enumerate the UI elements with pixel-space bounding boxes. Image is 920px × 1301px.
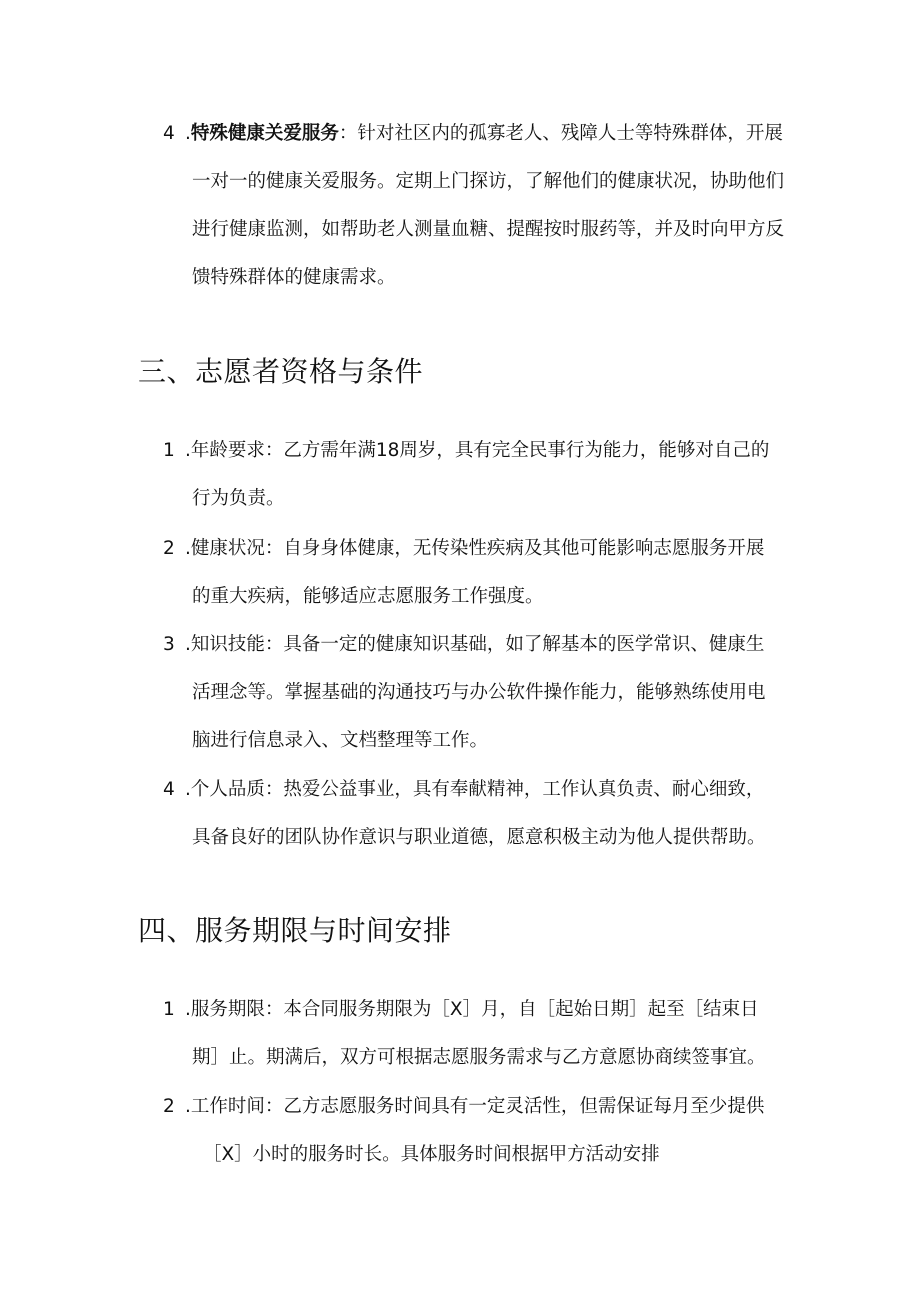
- list-item-line: 一对一的健康关爱服务。定期上门探访，了解他们的健康状况，协助他们: [192, 171, 785, 192]
- list-item-line: 馈特殊群体的健康需求。: [192, 267, 396, 288]
- list-item-text: 健康状况：自身身体健康，无传染性疾病及其他可能影响志愿服务开展: [190, 538, 765, 559]
- list-item-text: 个人品质：热爱公益事业，具有奉献精神，工作认真负责、耐心细致，: [190, 779, 765, 800]
- list-item-line: [163, 986, 783, 1034]
- list-item-dot: .: [185, 1096, 191, 1117]
- list-item-dot: .: [185, 779, 191, 800]
- list-item-number: 4: [163, 123, 175, 144]
- list-item-dot: .: [185, 440, 191, 461]
- list-item-number: 3: [163, 634, 175, 655]
- list-item-text: 服务期限：本合同服务期限为［X］月，自［起始日期］起至［结束日: [190, 999, 759, 1020]
- list-item-health: [163, 525, 783, 621]
- list-item-line: ［X］小时的服务时长。具体服务时间根据甲方活动安排: [203, 1144, 660, 1165]
- list-item-service-period: [163, 986, 783, 1082]
- list-item-line: 脑进行信息录入、文档整理等工作。: [192, 730, 489, 751]
- list-item-line: 期］止。期满后，双方可根据志愿服务需求与乙方意愿协商续签事宜。: [192, 1047, 766, 1068]
- list-item-line: 活理念等。掌握基础的沟通技巧与办公软件操作能力，能够熟练使用电: [192, 682, 766, 703]
- list-item-special-care: [163, 110, 783, 302]
- list-item-dot: .: [185, 999, 191, 1020]
- list-item-text: 工作时间：乙方志愿服务时间具有一定灵活性，但需保证每月至少提供: [190, 1096, 765, 1117]
- list-item-line: 具备良好的团队协作意识与职业道德，愿意积极主动为他人提供帮助。: [192, 827, 766, 848]
- list-item-skills: [163, 621, 783, 765]
- list-item-line: [163, 427, 783, 475]
- list-item-line: [163, 525, 783, 573]
- list-item-number: 1: [163, 440, 175, 461]
- list-item-age: [163, 427, 783, 523]
- list-item-number: 4: [163, 779, 175, 800]
- list-item-dot: .: [185, 634, 191, 655]
- section-heading-qualifications: 三、志愿者资格与条件: [138, 355, 424, 388]
- list-item-text: ：针对社区内的孤寡老人、残障人士等特殊群体，开展: [338, 123, 783, 144]
- list-item-line: [163, 766, 783, 814]
- list-item-line: [163, 621, 783, 669]
- list-item-dot: .: [185, 123, 191, 144]
- list-item-working-hours: [163, 1083, 783, 1179]
- list-item-line: 的重大疾病，能够适应志愿服务工作强度。: [192, 586, 544, 607]
- list-item-line: 行为负责。: [192, 488, 285, 509]
- list-item-number: 2: [163, 1096, 175, 1117]
- list-item-line: 进行健康监测，如帮助老人测量血糖、提醒按时服药等，并及时向甲方反: [192, 219, 785, 240]
- list-item-dot: .: [185, 538, 191, 559]
- list-item-number: 1: [163, 999, 175, 1020]
- list-item-text: 年龄要求：乙方需年满18周岁，具有完全民事行为能力，能够对自己的: [190, 440, 770, 461]
- list-item-lead: 特殊健康关爱服务: [190, 123, 339, 144]
- list-item-number: 2: [163, 538, 175, 559]
- list-item-text: 知识技能：具备一定的健康知识基础，如了解基本的医学常识、健康生: [190, 634, 765, 655]
- section-heading-service-period: 四、服务期限与时间安排: [138, 914, 452, 947]
- list-item-character: [163, 766, 783, 862]
- list-item-line: [163, 1083, 783, 1131]
- list-item-line: [163, 110, 783, 158]
